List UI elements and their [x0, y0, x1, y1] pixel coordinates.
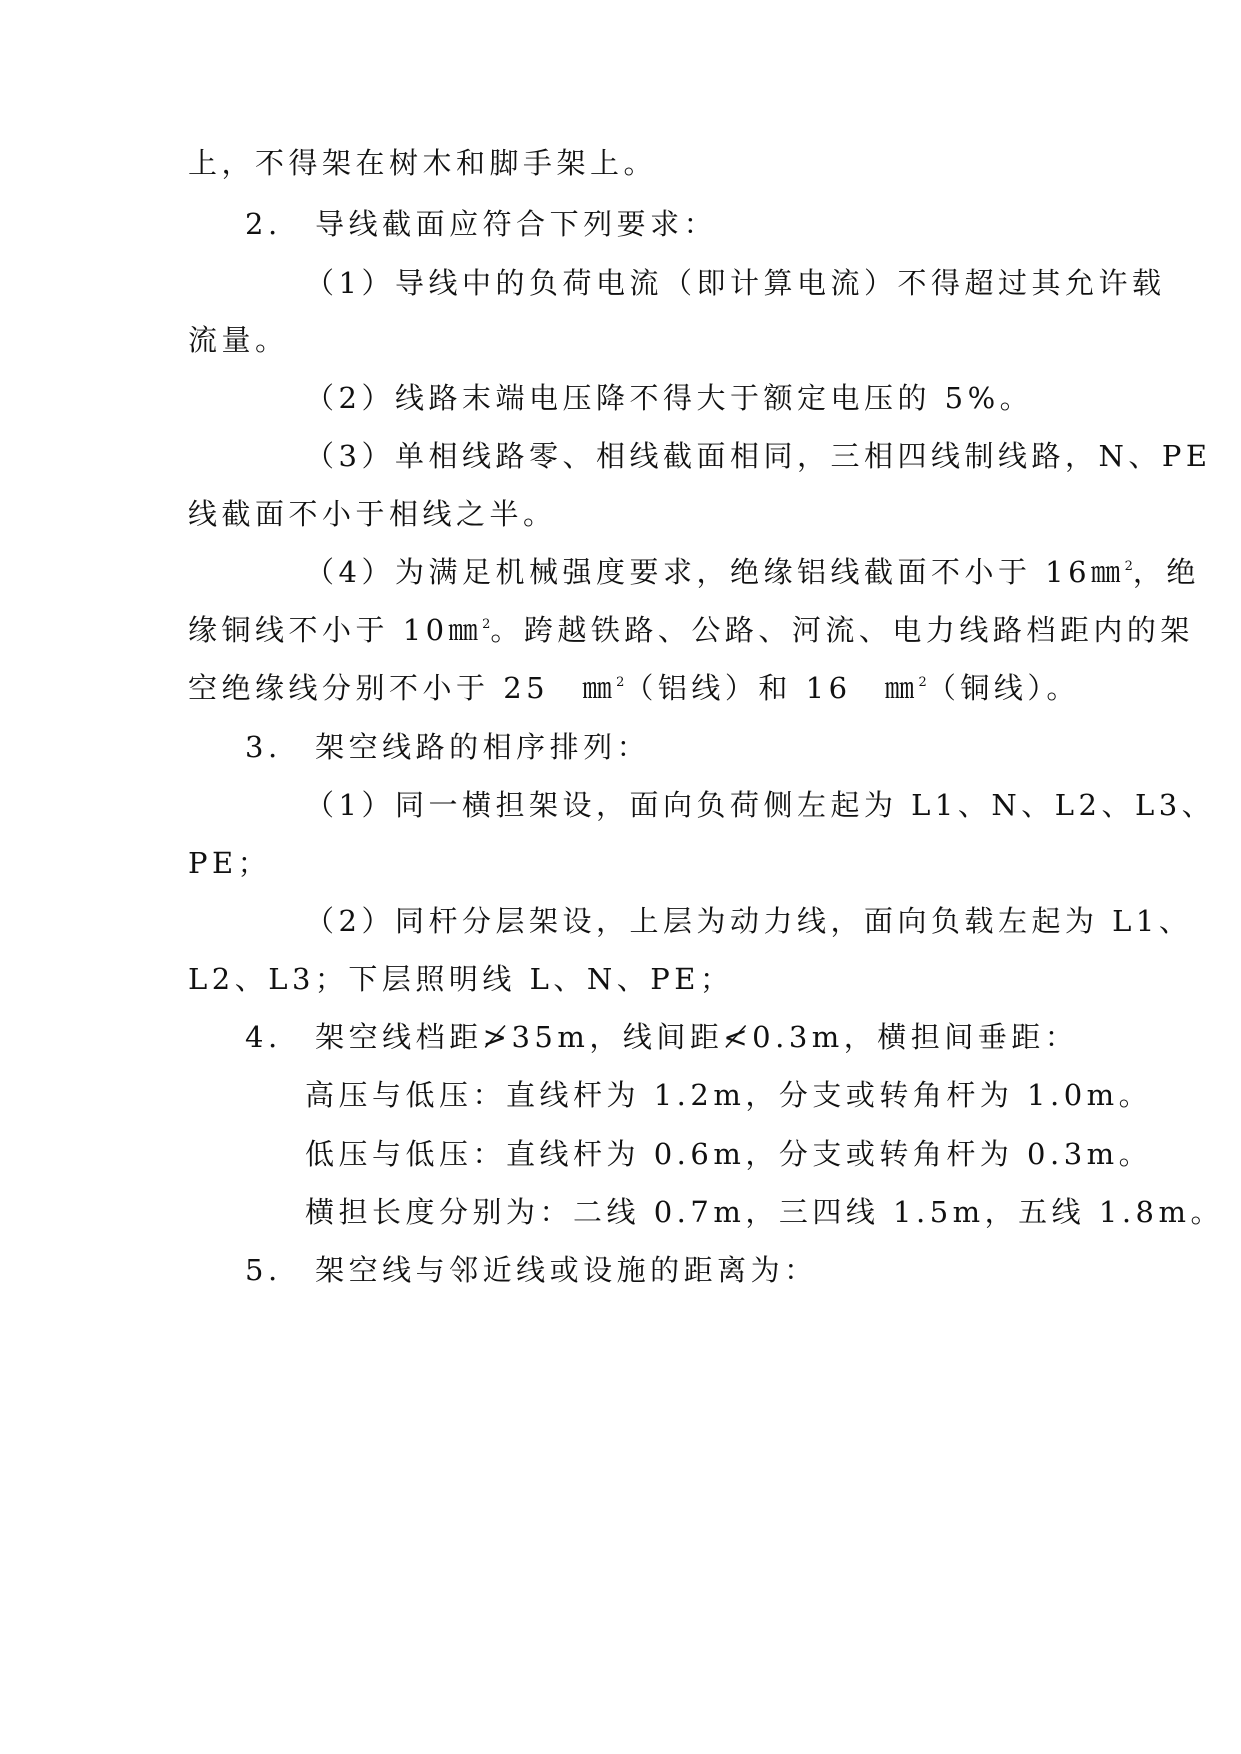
- subitem-2-3-line1: （3）单相线路零、相线截面相同，三相四线制线路，N、PE: [305, 439, 1212, 473]
- text-segment: （铜线）。: [926, 671, 1080, 705]
- text-segment: （4）为满足机械强度要求，绝缘铝线截面不小于 16㎜: [305, 555, 1125, 589]
- text-segment: 空绝缘线分别不小于 25 ㎜: [188, 671, 617, 705]
- superscript: 2: [918, 675, 927, 690]
- superscript: 2: [616, 675, 625, 690]
- text-segment: （铝线）和 16 ㎜: [624, 671, 919, 705]
- subitem-2-4-line1: [305, 552, 1200, 592]
- paragraph-continuation: 上，不得架在树木和脚手架上。: [188, 146, 658, 180]
- subitem-3-1-line1: （1）同一横担架设，面向负荷侧左起为 L1、N、L2、L3、: [305, 788, 1216, 822]
- item-4-detail-3: 横担长度分别为：二线 0.7m，三四线 1.5m，五线 1.8m。: [305, 1195, 1225, 1229]
- subitem-2-3-line2: 线截面不小于相线之半。: [188, 497, 557, 531]
- item-5-heading: 5. 架空线与邻近线或设施的距离为：: [245, 1253, 818, 1287]
- text-segment: 缘铜线不小于 10㎜: [188, 613, 483, 647]
- superscript: 2: [1124, 559, 1133, 574]
- text-segment: ，绝: [1132, 555, 1200, 589]
- item-4-detail-1: 高压与低压：直线杆为 1.2m，分支或转角杆为 1.0m。: [305, 1078, 1153, 1112]
- item-2-heading: 2. 导线截面应符合下列要求：: [245, 207, 718, 241]
- subitem-2-1-line1: （1）导线中的负荷电流（即计算电流）不得超过其允许载: [305, 266, 1166, 300]
- subitem-2-4-line3: [188, 668, 1080, 708]
- subitem-2-4-line2: [188, 610, 1194, 650]
- subitem-3-2-line1: （2）同杆分层架设，上层为动力线，面向负载左起为 L1、: [305, 904, 1193, 938]
- subitem-3-2-line2: L2、L3；下层照明线 L、N、PE；: [188, 962, 734, 996]
- subitem-2-2: （2）线路末端电压降不得大于额定电压的 5%。: [305, 381, 1034, 415]
- text-segment: 。跨越铁路、公路、河流、电力线路档距内的架: [490, 613, 1194, 647]
- item-4-detail-2: 低压与低压：直线杆为 0.6m，分支或转角杆为 0.3m。: [305, 1137, 1153, 1171]
- superscript: 2: [482, 617, 491, 632]
- item-4-heading: 4. 架空线档距≯35m，线间距≮0.3m，横担间垂距：: [245, 1020, 1079, 1054]
- subitem-2-1-line2: 流量。: [188, 323, 289, 357]
- item-3-heading: 3. 架空线路的相序排列：: [245, 730, 651, 764]
- subitem-3-1-line2: PE；: [188, 846, 272, 880]
